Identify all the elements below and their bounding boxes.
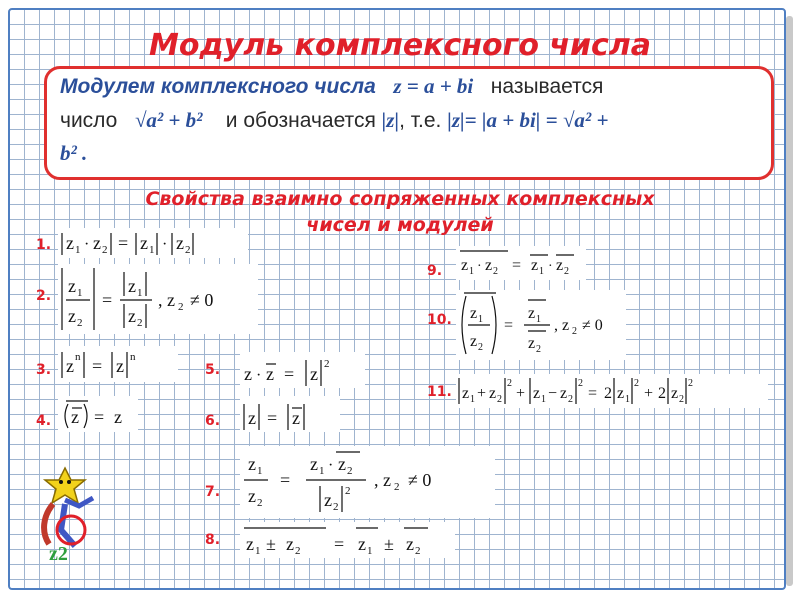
definition-ie: , т.е. [399,109,442,132]
svg-text:·: · [328,457,334,474]
svg-text:2: 2 [257,497,263,509]
svg-text:1: 1 [539,266,544,277]
svg-text:=: = [334,534,345,554]
svg-text:=: = [267,408,278,428]
svg-text:z: z [671,385,679,402]
formula-7 [240,446,495,518]
property-number-10: 10. [427,312,452,328]
definition-abs-z: |z| [381,108,400,132]
formula-5 [240,352,365,388]
property-number-6: 6. [205,413,221,429]
svg-text:z: z [338,454,346,474]
svg-text:z: z [68,306,76,326]
svg-text:2: 2 [295,545,301,557]
svg-text:=: = [588,385,598,402]
svg-text:1: 1 [255,545,261,557]
svg-text:2: 2 [507,378,512,389]
svg-text:≠ 0: ≠ 0 [190,290,214,310]
definition-denoted: и обозначается [225,109,376,132]
svg-text:2: 2 [536,344,541,355]
svg-text:z: z [528,305,536,322]
definition-tail: b² . [60,141,88,165]
svg-text:2: 2 [688,378,693,389]
svg-text:±: ± [384,534,394,554]
svg-text:z: z [266,364,274,384]
definition-equation: |z|= |a + bi| = √a² + [447,108,609,132]
svg-text:2: 2 [415,545,421,557]
svg-text:z: z [246,534,254,554]
svg-text:1: 1 [536,314,541,325]
definition-called: называется [490,75,604,98]
svg-text:2: 2 [333,501,339,513]
definition-line-2 [60,108,608,133]
property-number-7: 7. [205,484,221,500]
svg-text:1: 1 [470,394,475,405]
svg-text:1: 1 [137,287,143,299]
formula-8 [240,522,455,558]
svg-text:z: z [248,486,256,506]
svg-text:=: = [284,364,295,384]
svg-text:2: 2 [679,394,684,405]
svg-text:·: · [162,236,168,253]
page-title: Модуль комплексного числа [148,28,651,63]
svg-text:z: z [560,385,568,402]
svg-text:2: 2 [324,358,330,370]
svg-text:2: 2 [578,378,583,389]
svg-text:+: + [516,385,526,402]
property-number-8: 8. [205,532,221,548]
svg-text:1: 1 [149,244,155,256]
svg-text:z: z [114,407,122,427]
formula-6 [240,396,340,432]
definition-z-expr: z = a + bi [393,74,474,98]
svg-text:2: 2 [347,465,353,477]
svg-text:2: 2 [77,317,83,329]
svg-text:z: z [470,333,478,350]
svg-text:2: 2 [185,244,191,256]
svg-text:z: z [358,534,366,554]
svg-text:1: 1 [541,394,546,405]
svg-text:≠ 0: ≠ 0 [582,317,603,334]
svg-text:2: 2 [634,378,639,389]
svg-text:=: = [504,317,514,334]
math-mascot-illustration [35,460,115,565]
svg-text:z: z [533,385,541,402]
svg-text:2: 2 [497,394,502,405]
svg-text:2: 2 [564,266,569,277]
svg-text:1: 1 [478,314,483,325]
formula-4 [58,396,138,432]
svg-text:2: 2 [137,317,143,329]
svg-text:2: 2 [102,244,108,256]
definition-lead: Модулем комплексного числа [60,75,376,98]
svg-text:z: z [66,233,74,253]
svg-text:1: 1 [319,465,325,477]
svg-text:z: z [93,233,101,253]
svg-text:, z: , z [158,290,175,310]
svg-text:=: = [92,356,103,376]
svg-text:n: n [75,351,81,363]
svg-text:z: z [406,534,414,554]
svg-text:2: 2 [658,385,666,402]
svg-text:1: 1 [77,287,83,299]
svg-text:z: z [116,356,124,376]
svg-text:z: z [556,257,564,274]
formula-11 [456,374,768,408]
svg-text:·: · [548,259,553,274]
svg-text:=: = [118,233,129,253]
definition-line-1 [60,74,603,99]
svg-text:z: z [286,534,294,554]
formula-10 [456,290,626,360]
formula-2 [58,264,258,334]
svg-text:≠ 0: ≠ 0 [408,470,432,490]
svg-text:, z: , z [554,317,570,334]
svg-text:z: z [68,276,76,296]
property-number-4: 4. [36,413,52,429]
svg-text:z: z [66,356,74,376]
properties-subtitle-line-2: чисел и модулей [306,214,494,236]
svg-text:1: 1 [257,465,263,477]
svg-text:, z: , z [374,470,391,490]
property-number-5: 5. [205,362,221,378]
svg-text:2: 2 [178,301,184,313]
svg-text:2: 2 [345,485,351,497]
svg-text:z: z [310,454,318,474]
svg-text:=: = [280,470,291,490]
svg-text:2: 2 [478,342,483,353]
svg-text:z: z [485,257,493,274]
svg-text:+: + [477,385,487,402]
svg-text:z: z [617,385,625,402]
svg-text:2: 2 [604,385,612,402]
svg-text:·: · [477,259,482,274]
svg-text:2: 2 [572,326,577,337]
svg-text:1: 1 [367,545,373,557]
svg-text:z: z [248,454,256,474]
svg-text:z: z [461,257,469,274]
svg-text:z: z [248,408,256,428]
svg-text:+: + [644,385,654,402]
property-number-1: 1. [36,237,52,253]
definition-number-word: число [60,109,118,132]
svg-text:=: = [94,407,105,427]
svg-text:z: z [531,257,539,274]
svg-text:z: z [528,335,536,352]
formula-9 [456,246,586,280]
svg-text:z: z [244,364,252,384]
svg-text:−: − [548,385,558,402]
svg-text:z: z [462,385,470,402]
svg-text:z: z [324,490,332,510]
svg-text:n: n [130,351,136,363]
property-number-2: 2. [36,288,52,304]
property-number-9: 9. [427,263,443,279]
svg-text:2: 2 [394,481,400,493]
svg-text:z: z [128,306,136,326]
formula-3 [58,346,178,382]
svg-text:z2: z2 [49,543,68,565]
svg-text:z: z [310,364,318,384]
svg-text:z: z [176,233,184,253]
property-number-11: 11. [427,384,452,400]
svg-text:1: 1 [469,266,474,277]
definition-line-3 [60,141,87,166]
svg-text:z: z [128,276,136,296]
svg-text:1: 1 [75,244,81,256]
svg-text:·: · [256,367,262,384]
svg-text:z: z [470,305,478,322]
svg-text:z: z [140,233,148,253]
svg-text:1: 1 [625,394,630,405]
properties-subtitle-line-1: Свойства взаимно сопряженных комплексных [145,188,655,210]
svg-text:z: z [292,408,300,428]
formula-1 [58,228,248,258]
svg-text:2: 2 [568,394,573,405]
svg-text:z: z [489,385,497,402]
svg-text:±: ± [266,534,276,554]
svg-text:·: · [84,236,90,253]
svg-text:=: = [102,290,113,310]
definition-sqrt: √a² + b² [134,108,203,132]
svg-text:=: = [512,257,522,274]
svg-text:2: 2 [493,266,498,277]
svg-text:z: z [71,407,79,427]
property-number-3: 3. [36,362,52,378]
